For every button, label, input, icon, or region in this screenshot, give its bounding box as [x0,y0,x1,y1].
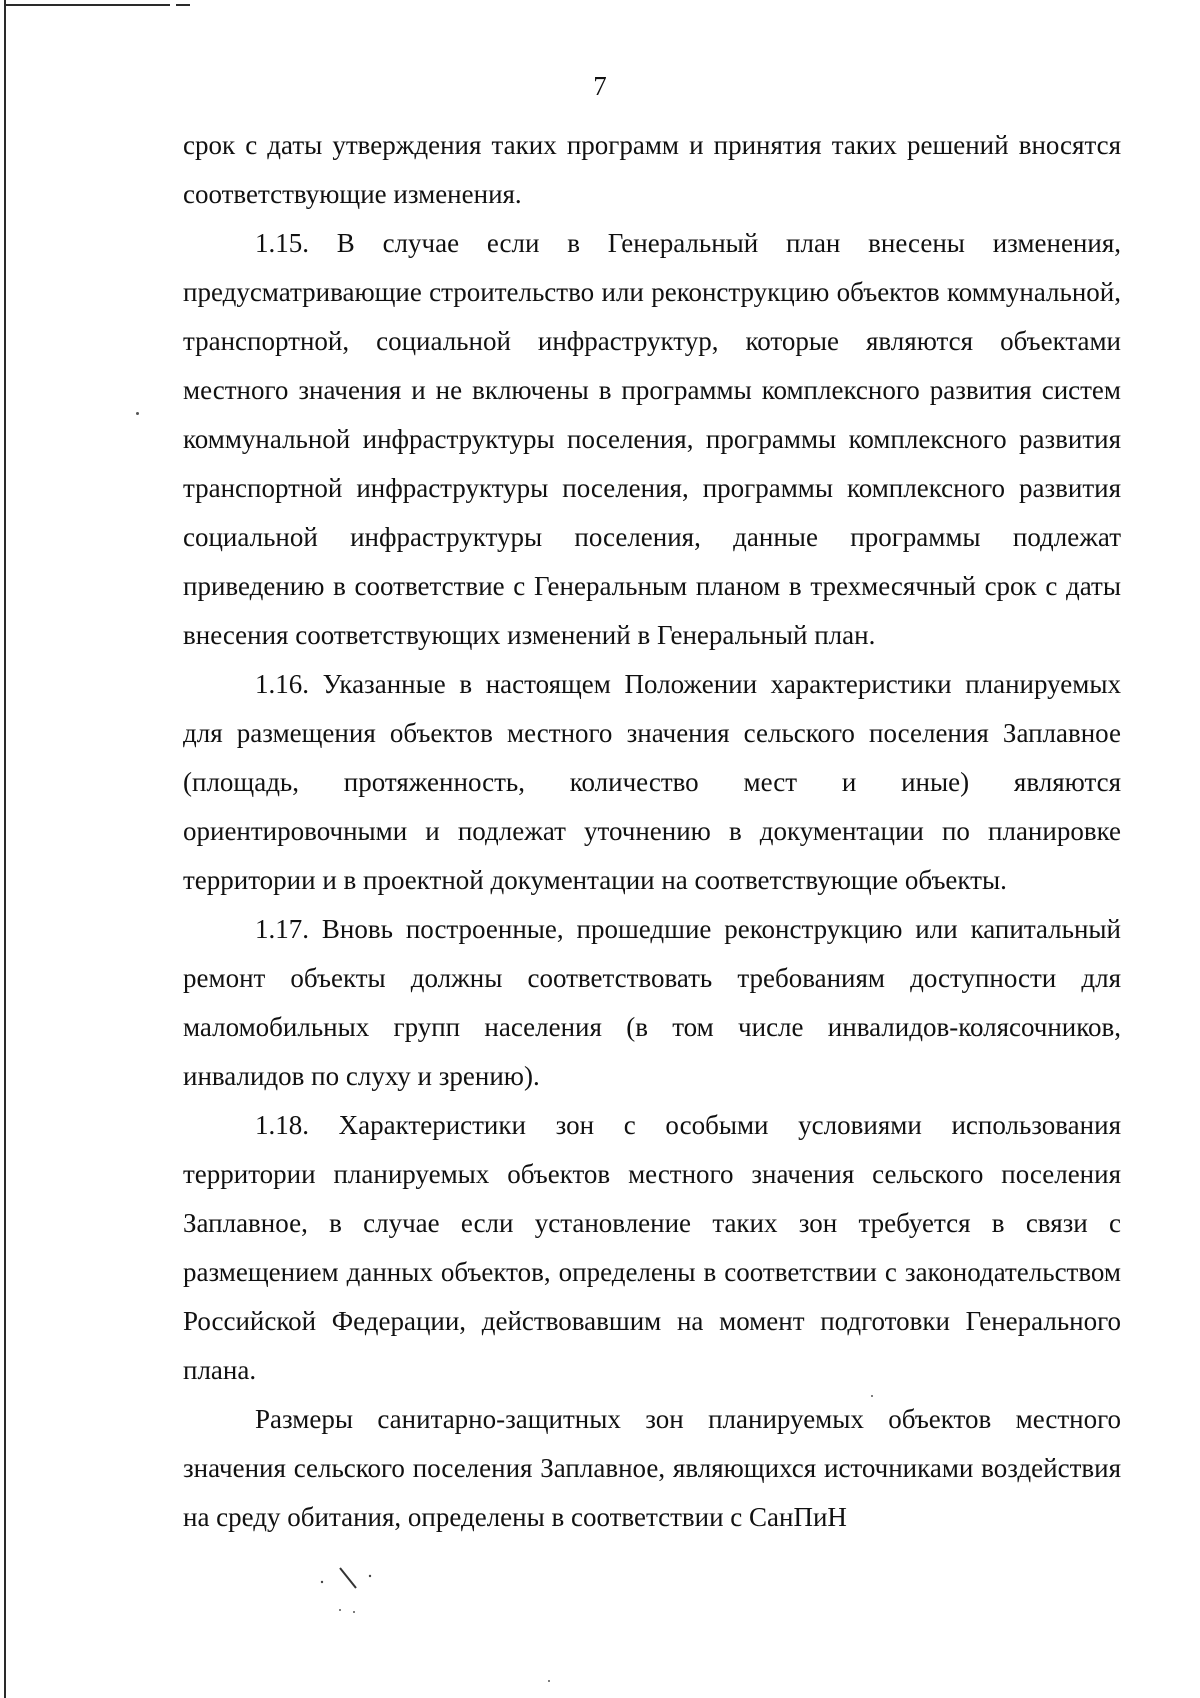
document-body [183,121,1121,1542]
paragraph-continuation: срок с даты утверждения таких программ и принятия таких решений вносятся соответствующие изменения. [183,130,1121,209]
scan-edge-left [4,0,6,1698]
scan-speck [136,412,139,415]
paragraph-sanitary-zones: Размеры санитарно-защитных зон планируемых объектов местного значения сельского поселения Заплавное, являющихся источниками воздействия на среду обитания, определены в соответствии с СанПиН [183,1404,1121,1532]
paragraph-1-17: 1.17. Вновь построенные, прошедшие реконструкцию или капитальный ремонт объекты должны соответствовать требованиям доступности для маломобильных групп населения (в том числе инвалидов-колясочников, инвалидов по слуху и зрению). [183,914,1121,1091]
scan-speck [548,1680,550,1682]
scan-mark [310,1560,380,1620]
scan-speck [871,1395,873,1397]
paragraph-1-16: 1.16. Указанные в настоящем Положении характеристики планируемых для размещения объектов местного значения сельского поселения Заплавное (площадь, протяженность, количество мест и иные) являются ориентировочными и подлежат уточнению в документации по планировке территории и в проектной документации на соответствующие объекты. [183,669,1121,895]
scan-edge-top [4,4,170,6]
page-number: 7 [593,71,607,101]
paragraph-1-15: 1.15. В случае если в Генеральный план внесены изменения, предусматривающие строительство или реконструкцию объектов коммунальной, транспортной, социальной инфраструктур, которые являются объектами местного значения и не включены в программы комплексного развития систем коммунальной инфраструктуры поселения, программы комплексного развития транспортной инфраструктуры поселения, программы комплексного развития социальной инфраструктуры поселения, данные программы подлежат приведению в соответствие с Генеральным планом в трехмесячный срок с даты внесения соответствующих изменений в Генеральный план. [183,228,1121,650]
paragraph-1-18: 1.18. Характеристики зон с особыми условиями использования территории планируемых объектов местного значения сельского поселения Заплавное, в случае если установление таких зон требуется в связи с размещением данных объектов, определены в соответствии с законодательством Российской Федерации, действовавшим на момент подготовки Генерального плана. [183,1110,1121,1385]
scan-edge-top-tick [176,4,190,6]
